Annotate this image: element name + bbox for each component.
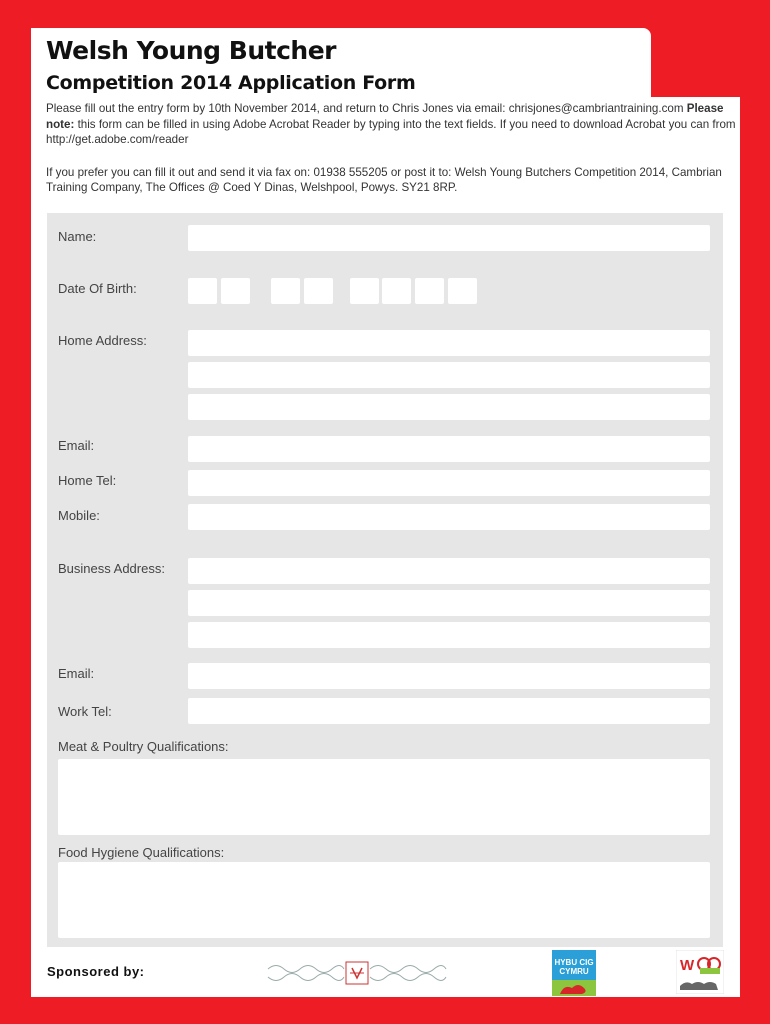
intro-text-part: Please fill out the entry form by 10th November 2014, and return to Chris Jones via email: chrisjones@cambriantraining.com	[46, 102, 687, 115]
knot-sponsor-logo	[266, 960, 448, 986]
dob-label: Date Of Birth:	[58, 281, 137, 296]
home-address-line-3[interactable]	[188, 394, 710, 420]
email-label: Email:	[58, 438, 95, 453]
farm-logo-letter: W	[680, 957, 695, 974]
home-tel-label: Home Tel:	[58, 473, 117, 488]
name-field[interactable]	[188, 225, 710, 251]
hcc-green-band	[552, 980, 596, 996]
dob-month-digit-2[interactable]	[304, 278, 333, 304]
dob-year-digit-2[interactable]	[382, 278, 411, 304]
meat-poultry-field[interactable]	[58, 759, 710, 835]
home-address-line-1[interactable]	[188, 330, 710, 356]
intro-note-bold: Please note:	[46, 102, 724, 131]
sponsored-by-label: Sponsored by:	[47, 964, 145, 979]
home-tel-field[interactable]	[188, 470, 710, 496]
form-subtitle: Competition 2014 Application Form	[46, 72, 416, 94]
hybu-cig-cymru-logo	[552, 950, 596, 996]
dragon-icon	[552, 980, 596, 996]
form-title: Welsh Young Butcher	[46, 36, 336, 65]
dob-month-digit-1[interactable]	[271, 278, 300, 304]
hcc-line-1: HYBU CIG	[554, 958, 594, 967]
home-address-line-2[interactable]	[188, 362, 710, 388]
dob-day-digit-2[interactable]	[221, 278, 250, 304]
farm-sponsor-logo	[676, 950, 724, 994]
intro-paragraph-2: If you prefer you can fill it out and send it via fax on: 01938 555205 or post it to: Welsh Young Butchers Competition 2014, Cambrian Training Company, The Offices @ Coed Y Dinas, Welshpool, Powys. SY21 8RP.	[46, 165, 722, 194]
dob-day-digit-1[interactable]	[188, 278, 217, 304]
business-address-line-1[interactable]	[188, 558, 710, 584]
intro-paragraph-1	[46, 101, 736, 148]
mobile-label: Mobile:	[58, 508, 100, 523]
dob-year-digit-1[interactable]	[350, 278, 379, 304]
dob-year-digit-4[interactable]	[448, 278, 477, 304]
work-tel-label: Work Tel:	[58, 704, 112, 719]
dob-year-digit-3[interactable]	[415, 278, 444, 304]
food-hygiene-label: Food Hygiene Qualifications:	[58, 845, 225, 860]
email-field[interactable]	[188, 436, 710, 462]
intro-text	[46, 101, 736, 213]
business-email-label: Email:	[58, 666, 95, 681]
work-tel-field[interactable]	[188, 698, 710, 724]
business-address-line-2[interactable]	[188, 590, 710, 616]
mobile-field[interactable]	[188, 504, 710, 530]
hcc-line-2: CYMRU	[559, 967, 589, 976]
meat-poultry-label: Meat & Poultry Qualifications:	[58, 739, 229, 754]
home-address-label: Home Address:	[58, 333, 147, 348]
food-hygiene-field[interactable]	[58, 862, 710, 938]
business-address-line-3[interactable]	[188, 622, 710, 648]
name-label: Name:	[58, 229, 97, 244]
intro-text-part: this form can be filled in using Adobe Acrobat Reader by typing into the text fields. If you need to download Acrobat you can from http://get.adobe.com/reader	[46, 117, 736, 146]
business-email-field[interactable]	[188, 663, 710, 689]
business-address-label: Business Address:	[58, 561, 165, 576]
